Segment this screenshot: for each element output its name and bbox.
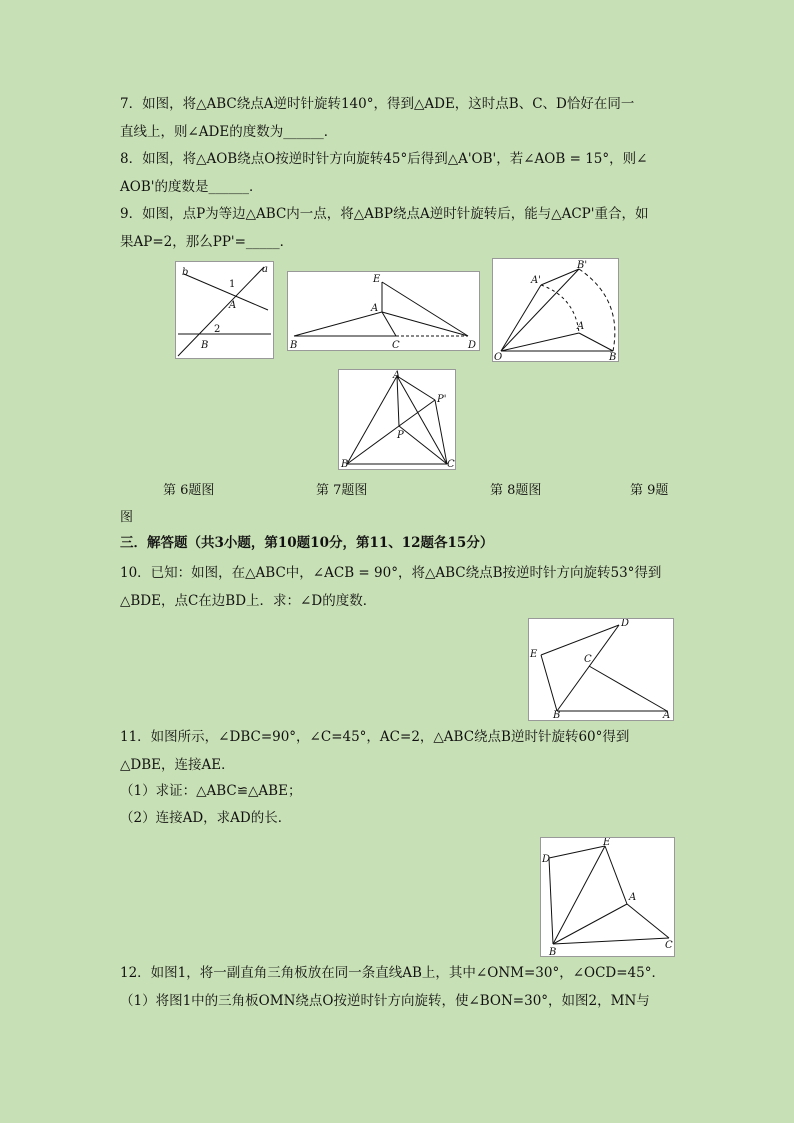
fig9-label-P-prime: P' <box>437 394 447 405</box>
section-3-heading: 三．解答题（共3小题，第10题10分，第11、12题各15分） <box>120 535 494 551</box>
q8-line2: AOB'的度数是______． <box>120 179 263 195</box>
fig10-label-B: B <box>553 710 561 720</box>
fig6-label-a: a <box>262 264 268 275</box>
q8-line1: 8．如图，将△AOB绕点O按逆时针方向旋转45°后得到△A'OB'，若∠AOB = 15°，则∠ <box>120 151 648 167</box>
fig8-label-B-prime: B' <box>577 260 588 271</box>
caption-fig8: 第 8题图 <box>490 483 542 498</box>
q12-line2: （1）将图1中的三角板OMN绕点O按逆时针方向旋转，使∠BON=30°，如图2，MN与 <box>120 993 650 1009</box>
q11-part2: （2）连接AD，求AD的长． <box>120 810 292 826</box>
caption-fig9: 第 9题 <box>630 483 669 498</box>
fig7-label-A: A <box>371 303 379 314</box>
caption-fig9-wrap: 图 <box>120 510 134 525</box>
fig10-label-C: C <box>584 654 592 665</box>
fig11-label-B: B <box>549 947 557 956</box>
q12-line1: 12．如图1，将一副直角三角板放在同一条直线AB上，其中∠ONM=30°，∠OCD=45°． <box>120 965 665 981</box>
fig9-label-B: B <box>341 459 349 469</box>
figure-11 <box>540 837 675 957</box>
fig10-label-D: D <box>621 619 630 629</box>
fig9-label-C: C <box>447 459 455 469</box>
fig8-label-A: A <box>577 321 585 332</box>
figure-9 <box>338 369 456 470</box>
fig8-label-A-prime: A' <box>531 275 541 286</box>
fig7-label-E: E <box>373 274 381 285</box>
fig8-label-B: B <box>609 352 617 361</box>
caption-fig6: 第 6题图 <box>163 483 215 498</box>
q7-line2: 直线上，则∠ADE的度数为______． <box>120 124 338 140</box>
fig11-label-E: E <box>603 838 611 848</box>
q7-line1: 7．如图，将△ABC绕点A逆时针旋转140°，得到△ADE，这时点B、C、D恰好在同一 <box>120 96 635 112</box>
q9-line1: 9．如图，点P为等边△ABC内一点，将△ABP绕点A逆时针旋转后，能与△ACP'重合，如 <box>120 206 649 222</box>
figure-7 <box>287 271 480 351</box>
fig10-label-A: A <box>663 710 671 720</box>
fig11-label-A: A <box>629 892 637 903</box>
fig9-label-A: A <box>393 370 401 381</box>
q10-line2: △BDE，点C在边BD上．求：∠D的度数． <box>120 593 377 609</box>
figure-10 <box>528 618 674 721</box>
fig6-label-B: B <box>201 340 209 351</box>
q11-line2: △DBE，连接AE． <box>120 757 235 773</box>
fig7-label-C: C <box>392 340 400 350</box>
caption-fig7: 第 7题图 <box>316 483 368 498</box>
fig6-label-b: b <box>182 267 189 278</box>
fig7-label-B: B <box>290 340 298 350</box>
q10-line1: 10．已知：如图，在△ABC中，∠ACB = 90°，将△ABC绕点B按逆时针方向旋转53°得到 <box>120 565 662 581</box>
figure-8 <box>492 258 619 362</box>
fig9-label-P: P <box>397 430 404 441</box>
fig6-label-2: 2 <box>214 324 221 335</box>
q9-line2: 果AP=2，那么PP'=_____． <box>120 234 294 250</box>
fig10-label-E: E <box>530 649 538 660</box>
q11-part1: （1）求证：△ABC≌△ABE； <box>120 783 302 799</box>
fig6-label-A: A <box>229 300 237 311</box>
fig7-label-D: D <box>468 340 477 350</box>
fig11-label-C: C <box>665 940 673 951</box>
fig8-label-O: O <box>494 352 503 361</box>
fig6-label-1: 1 <box>229 279 236 290</box>
figure-6 <box>175 261 274 359</box>
fig11-label-D: D <box>542 854 551 865</box>
q11-line1: 11．如图所示，∠DBC=90°，∠C=45°，AC=2，△ABC绕点B逆时针旋转60°得到 <box>120 729 630 745</box>
